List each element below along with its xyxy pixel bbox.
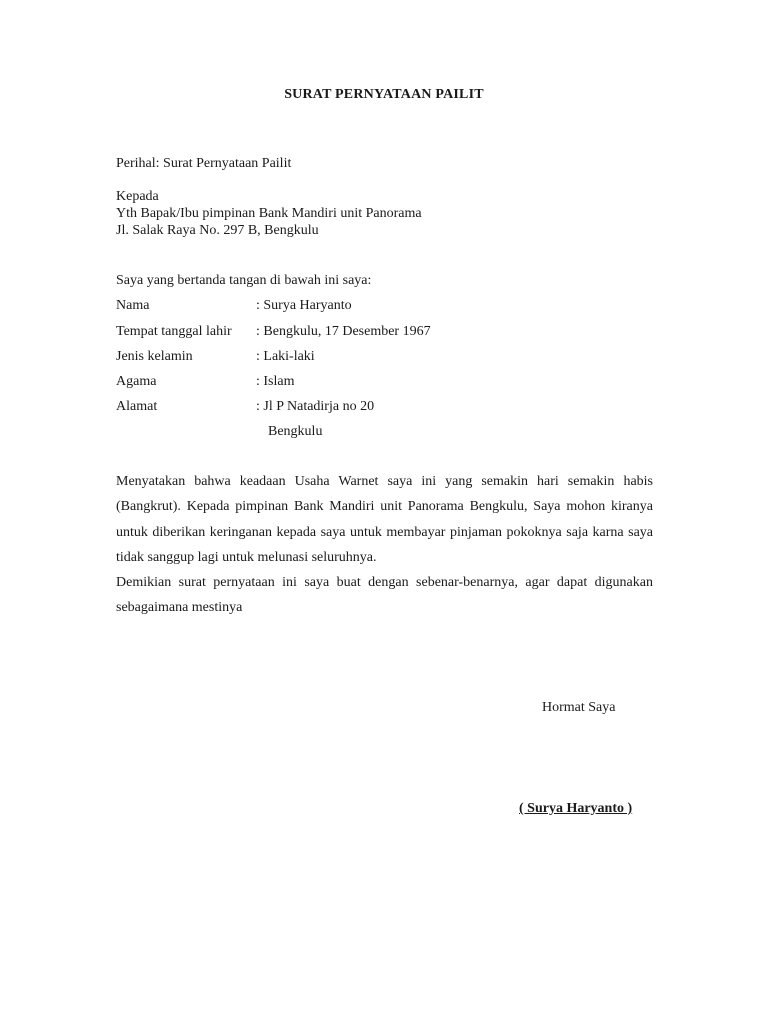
identity-label: Nama [116, 298, 150, 313]
address-continuation: Bengkulu [268, 424, 323, 439]
signer-name: ( Surya Haryanto ) [519, 801, 633, 816]
identity-label: Alamat [116, 399, 158, 414]
closing-text: Hormat Saya [542, 700, 616, 715]
identity-row-ttl [116, 323, 431, 340]
identity-value: : Islam [256, 374, 295, 389]
body-paragraph-1: Menyatakan bahwa keadaan Usaha Warnet saya ini yang semakin hari semakin habis (Bangkrut). Kepada pimpinan Bank Mandiri unit Panorama Bengkulu, Saya mohon kiranya untuk diberikan keringanan kepada saya untuk membayar pinjaman pokoknya saja karna saya tidak sanggup lagi untuk melunasi seluruhnya. [116, 474, 653, 565]
recipient-to: Kepada [116, 189, 159, 204]
body-paragraph-2: Demikian surat pernyataan ini saya buat dengan sebenar-benarnya, agar dapat digunakan sebagaimana mestinya [116, 575, 653, 616]
recipient-name: Yth Bapak/Ibu pimpinan Bank Mandiri unit Panorama [116, 206, 422, 221]
identity-value: : Jl P Natadirja no 20 [256, 399, 375, 414]
identity-value: : Surya Haryanto [256, 298, 352, 313]
letter-subject: Perihal: Surat Pernyataan Pailit [116, 156, 292, 171]
identity-label: Tempat tanggal lahir [116, 324, 232, 339]
recipient-address: Jl. Salak Raya No. 297 B, Bengkulu [116, 223, 319, 238]
intro-text: Saya yang bertanda tangan di bawah ini saya: [116, 273, 372, 288]
identity-row-jenis-kelamin [116, 348, 315, 365]
identity-row-alamat [116, 398, 374, 415]
identity-row-nama [116, 297, 352, 314]
identity-label: Jenis kelamin [116, 349, 193, 364]
identity-row-agama [116, 373, 295, 390]
identity-label: Agama [116, 374, 157, 389]
letter-title: SURAT PERNYATAAN PAILIT [284, 87, 484, 102]
identity-value: : Bengkulu, 17 Desember 1967 [256, 324, 431, 339]
identity-value: : Laki-laki [256, 349, 315, 364]
